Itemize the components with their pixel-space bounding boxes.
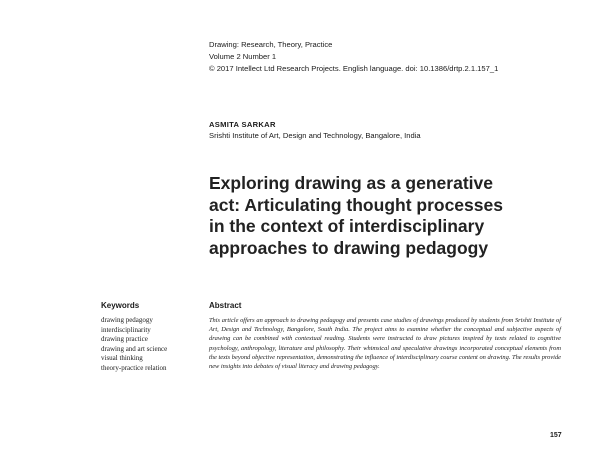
keyword-item: drawing and art science — [101, 344, 168, 353]
abstract-text: This article offers an approach to drawing pedagogy and presents case studies of drawings produced by students from Srishti Institute of Art, Design and Technology, Bangalore, South India. The project aims to examine whether the conceptual and subjective aspects of drawing can be combined with contextual reading. Students were instructed to draw pictures inspired by texts related to cognitive psychology, anthropology, literature and philosophy. Their whimsical and speculative drawings incorporated conceptual elements from the texts beyond objective representation, demonstrating the influence of interdisciplinary course content on drawing. The results provide new insights into debates of visual literacy and drawing pedagogy. — [209, 317, 561, 371]
journal-info — [209, 39, 498, 75]
article-title — [209, 173, 579, 259]
keyword-item: theory-practice relation — [101, 363, 167, 372]
author-affiliation: Srishti Institute of Art, Design and Technology, Bangalore, India — [209, 131, 421, 140]
keyword-item: drawing pedagogy — [101, 316, 153, 324]
keyword-item: interdisciplinarity — [101, 325, 151, 334]
keyword-item: drawing practice — [101, 335, 148, 344]
title-line: approaches to drawing pedagogy — [209, 237, 489, 258]
keywords-heading: Keywords — [101, 301, 140, 310]
author-name: ASMITA SARKAR — [209, 120, 276, 129]
page-number: 157 — [550, 432, 562, 439]
journal-copyright: © 2017 Intellect Ltd Research Projects. English language. doi: 10.1386/drtp.2.1.157_1 — [209, 64, 499, 73]
title-line: act: Articulating thought processes — [209, 194, 503, 215]
keywords-list — [101, 316, 201, 374]
keyword-item: visual thinking — [101, 354, 143, 363]
title-line: Exploring drawing as a generative — [209, 173, 493, 193]
journal-name: Drawing: Research, Theory, Practice — [209, 40, 333, 49]
title-line: in the context of interdisciplinary — [209, 216, 485, 236]
abstract-heading: Abstract — [209, 301, 242, 310]
author-block — [209, 119, 421, 141]
journal-volume: Volume 2 Number 1 — [209, 52, 277, 61]
